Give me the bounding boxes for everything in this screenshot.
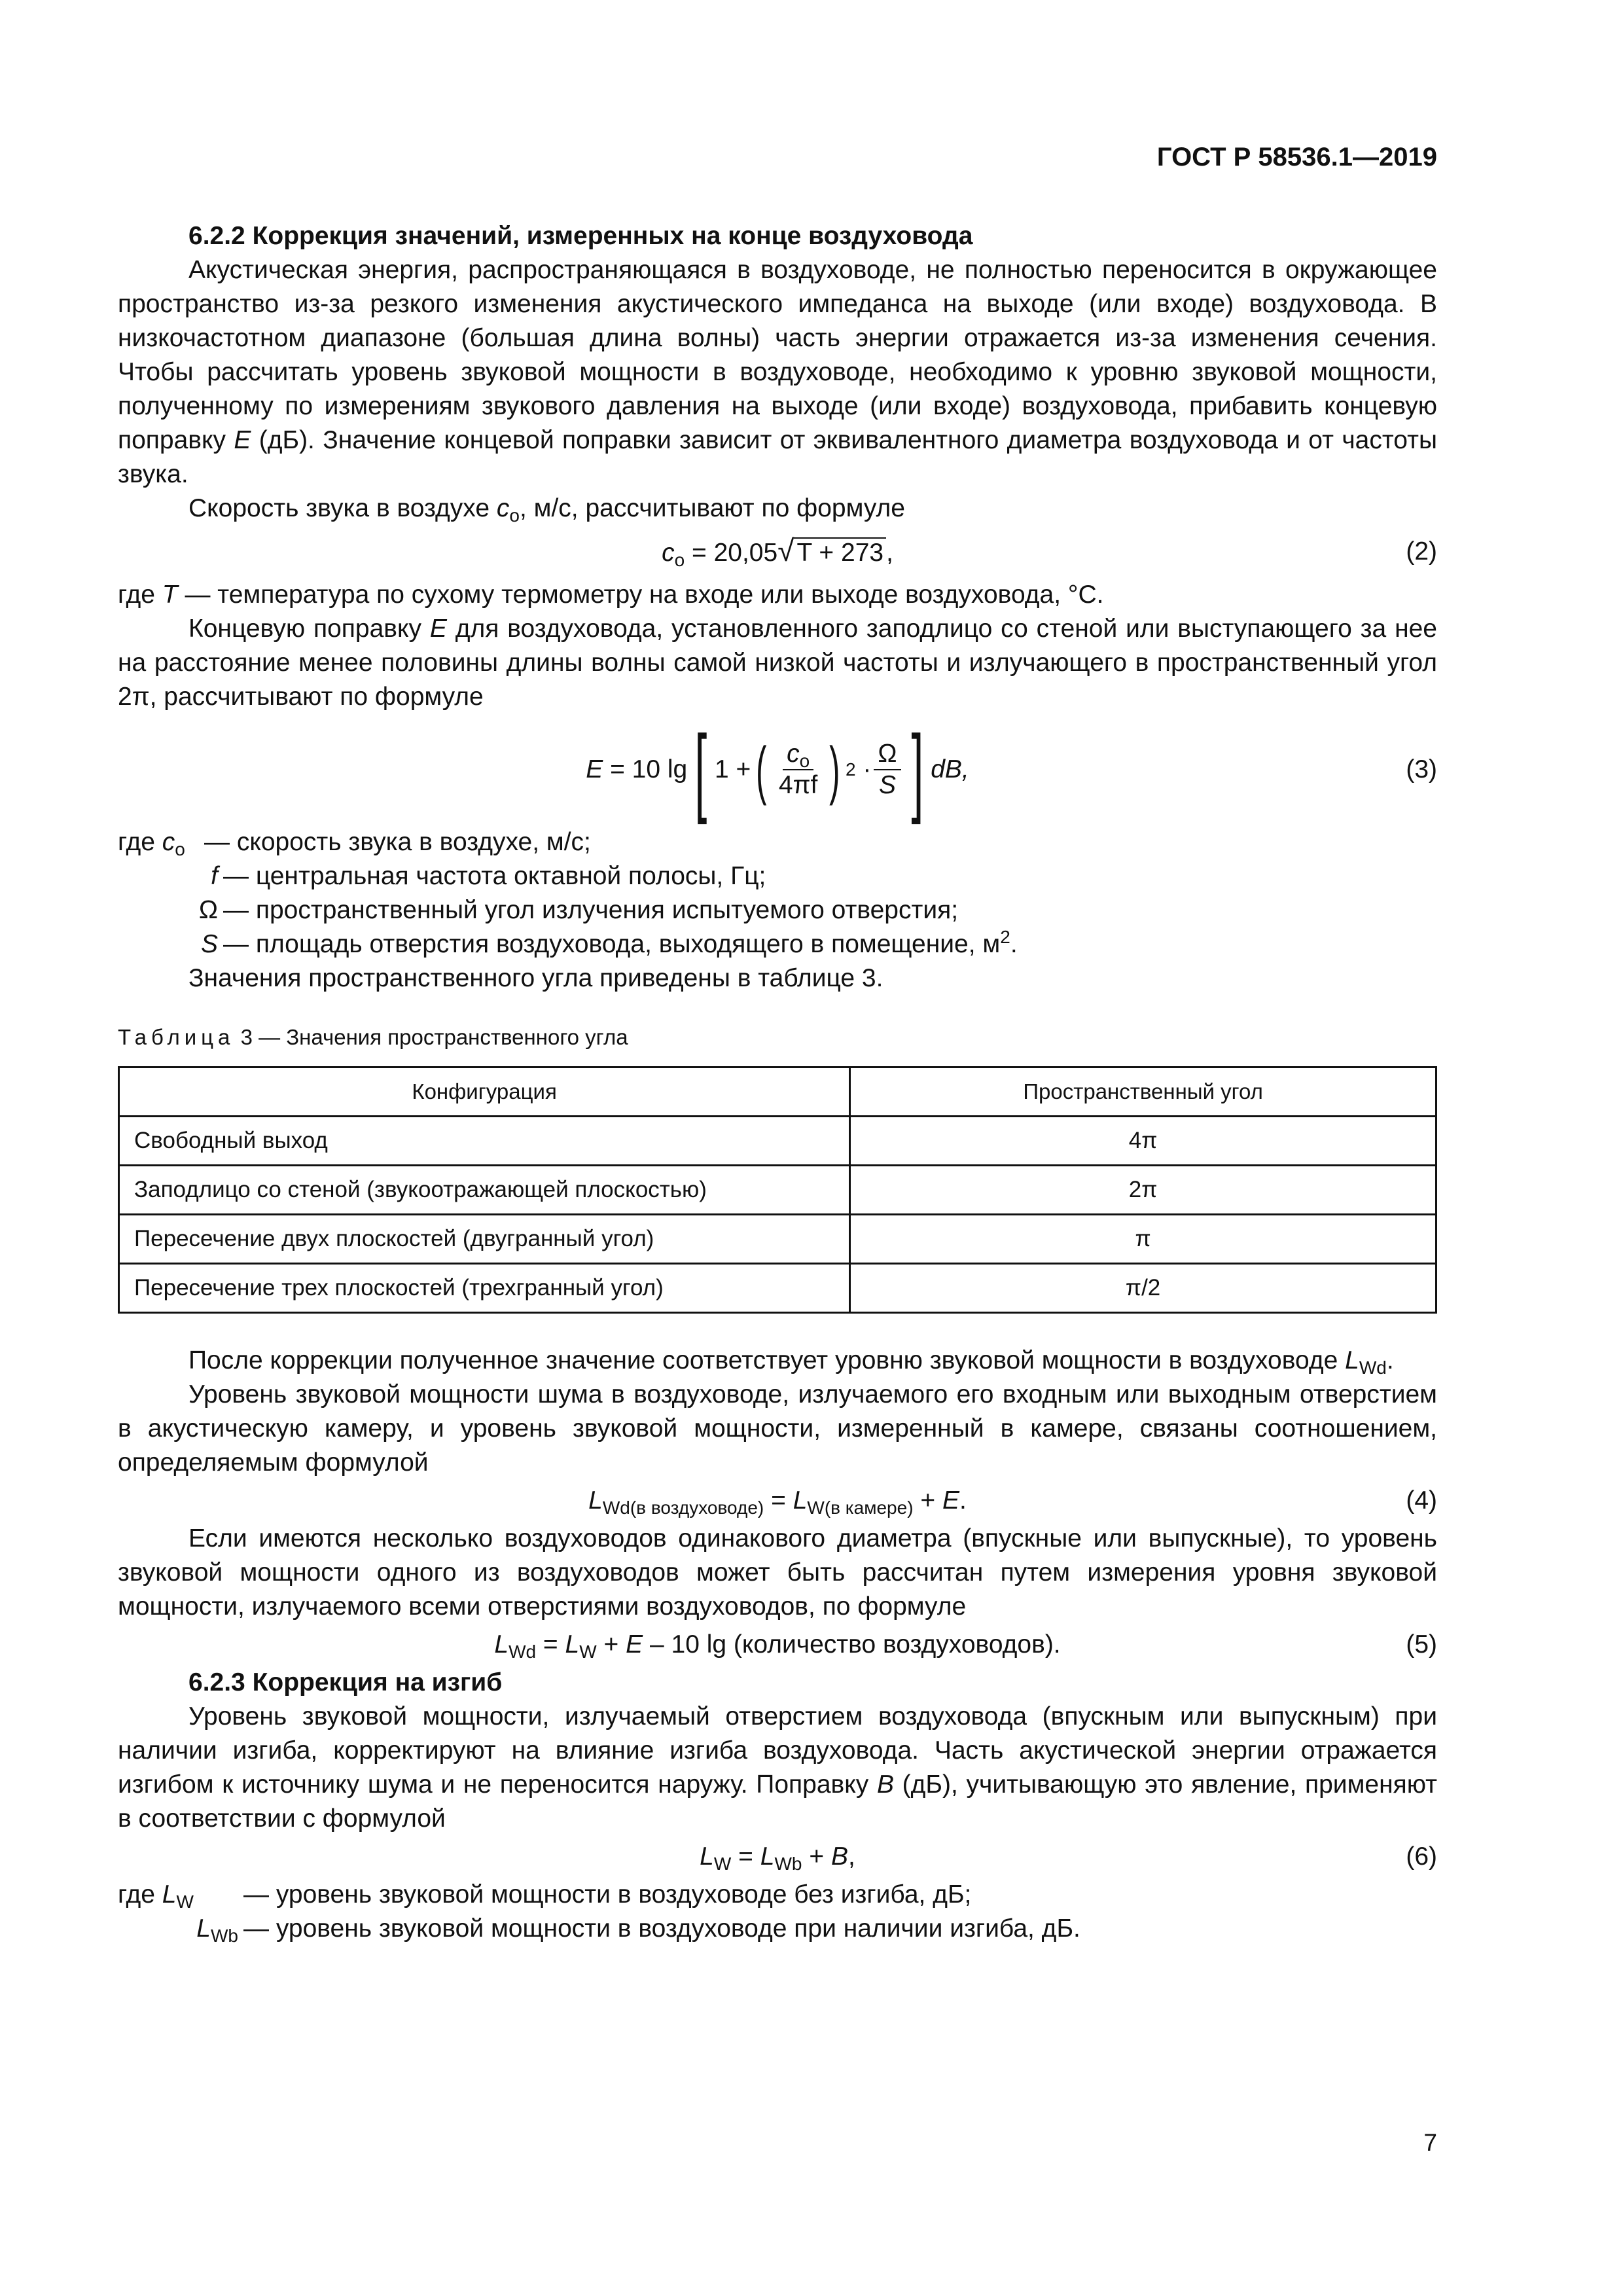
- table-caption: Таблица 3 — Значения пространственного угла: [118, 1025, 628, 1049]
- left-bracket: [: [694, 715, 707, 825]
- table-row: [119, 1215, 1436, 1264]
- table-cell: Пересечение трех плоскостей (трехгранный угол): [119, 1264, 850, 1313]
- formula-number: (3): [1406, 755, 1437, 783]
- table-cell: Свободный выход: [119, 1117, 850, 1166]
- paragraph: Концевую поправку E для воздуховода, установленного заподлицо со стеной или выступающего за нее на расстояние менее половины длины волны самой низкой частоты и излучающего в пространственный угол 2π, рассчитывают по формуле: [118, 615, 1437, 711]
- formula-legend: [118, 1878, 1437, 1946]
- paragraph: Уровень звуковой мощности шума в воздуховоде, излучаемого его входным или выходным отверстием в акустическую камеру, и уровень звуковой мощности, измеренный в камере, связаны соотношением, определяемым формулой: [118, 1380, 1437, 1477]
- table-cell: π/2: [850, 1264, 1436, 1313]
- table-cell: Заподлицо со стеной (звукоотражающей плоскостью): [119, 1166, 850, 1215]
- legend-row: S — площадь отверстия воздуховода, выходящего в помещение, $м^2$.: [200, 927, 1018, 958]
- legend-row: где $c_о$ — скорость звука в воздухе, м/с;: [118, 828, 591, 859]
- standard-designation: ГОСТ Р 58536.1—2019: [1156, 143, 1437, 171]
- paragraph: После коррекции полученное значение соответствует уровню звуковой мощности в воздуховоде $L_{Wd}$.: [188, 1346, 1394, 1378]
- formula-number: (6): [1406, 1842, 1437, 1871]
- legend-row: Ω — пространственный угол излучения испытуемого отверстия;: [198, 896, 959, 924]
- table-row: [119, 1117, 1436, 1166]
- formula-number: (4): [1406, 1486, 1437, 1515]
- column-header: Конфигурация: [119, 1067, 850, 1117]
- table-row: [119, 1264, 1436, 1313]
- legend-row: f — центральная частота октавной полосы, Гц;: [211, 862, 766, 890]
- table-3: [118, 1066, 1437, 1314]
- paragraph: Акустическая энергия, распространяющаяся в воздуховоде, не полностью переносится в окружающее пространство из-за резкого изменения акустического импеданса на выходе (или входе) воздуховода. В низкочастотном диапазоне (большая длина волны) часть энергии отражается из-за изменения сечения. Чтобы рассчитать уровень звуковой мощности в воздуховоде, необходимо к уровню звуковой мощности, полученному по измерениям звукового давления на выходе (или входе) воздуховода, прибавить концевую поправку E (дБ). Значение концевой поправки зависит от эквивалентного диаметра воздуховода и от частоты звука.: [118, 256, 1437, 488]
- table-cell: π: [850, 1215, 1436, 1264]
- formula-2: $c_о = 20,05√$ T + 273 , (2): [662, 533, 1437, 570]
- formula-4: $L_{Wd(в воздуховоде)} = L_{W(в камере)} + E$. (4): [118, 1480, 1437, 1522]
- paragraph: Значения пространственного угла приведены в таблице 3.: [188, 964, 883, 992]
- left-paren: (: [756, 733, 767, 806]
- paragraph: Уровень звуковой мощности, излучаемый отверстием воздуховода (впускным или выпускным) при наличии изгиба, корректируют на влияние изгиба воздуховода. Часть акустической энергии отражается изгибом к источнику шума и не переносится наружу. Поправку B (дБ), учитывающую это явление, применяют в соответствии с формулой: [118, 1702, 1438, 1833]
- right-paren: ): [829, 733, 840, 806]
- paragraph: Скорость звука в воздухе $c_о$, м/с, рассчитывают по формуле: [188, 494, 905, 526]
- table-cell: Пересечение двух плоскостей (двугранный угол): [119, 1215, 850, 1264]
- table-cell: 4π: [850, 1117, 1436, 1166]
- table-cell: 2π: [850, 1166, 1436, 1215]
- formula-number: (5): [1406, 1630, 1437, 1659]
- sqrt-sign: √: [777, 533, 794, 567]
- formula-legend: [118, 825, 1437, 961]
- right-bracket: ]: [911, 715, 923, 825]
- section-heading-6-2-3: 6.2.3 Коррекция на изгиб: [188, 1668, 503, 1696]
- fraction-omega-over-s: $\frac{\Omega}{S}$: [874, 739, 901, 800]
- formula-legend-T: где T — температура по сухому термометру на входе или выходе воздуховода, °C.: [118, 581, 1104, 609]
- paragraph: Если имеются несколько воздуховодов одинакового диаметра (впускные или выпускные), то уровень звуковой мощности одного из воздуховодов может быть рассчитан путем измерения уровня звуковой мощности, излучаемого всеми отверстиями воздуховодов, по формуле: [118, 1524, 1437, 1621]
- page-body: [118, 219, 1437, 1946]
- page-number: 7: [1423, 2129, 1437, 2156]
- formula-6: $L_W = L_{Wb} + B$, (6): [118, 1836, 1437, 1878]
- legend-row: $L_{Wb}$ — уровень звуковой мощности в воздуховоде при наличии изгиба, дБ.: [196, 1914, 1080, 1946]
- formula-3: E = 10 lg [ 1 + ( $\frac{c_о}{4\pi f}$ ) 2 · $\frac{\Omega}{S}$ ] dB, (3): [586, 715, 1437, 825]
- table-header-row: [119, 1067, 1436, 1117]
- column-header: Пространственный угол: [850, 1067, 1436, 1117]
- section-heading-6-2-2: 6.2.2 Коррекция значений, измеренных на конце воздуховода: [188, 222, 973, 250]
- table-row: [119, 1166, 1436, 1215]
- fraction-c-over-4pif: $\frac{c_о}{4\pi f}$: [778, 740, 818, 799]
- formula-number: (2): [1406, 537, 1437, 565]
- formula-5: $L_{Wd} = L_W + E - 10$ lg (количество воздуховодов). (5): [118, 1624, 1437, 1666]
- legend-row: где $L_W$ — уровень звуковой мощности в воздуховоде без изгиба, дБ;: [118, 1880, 972, 1912]
